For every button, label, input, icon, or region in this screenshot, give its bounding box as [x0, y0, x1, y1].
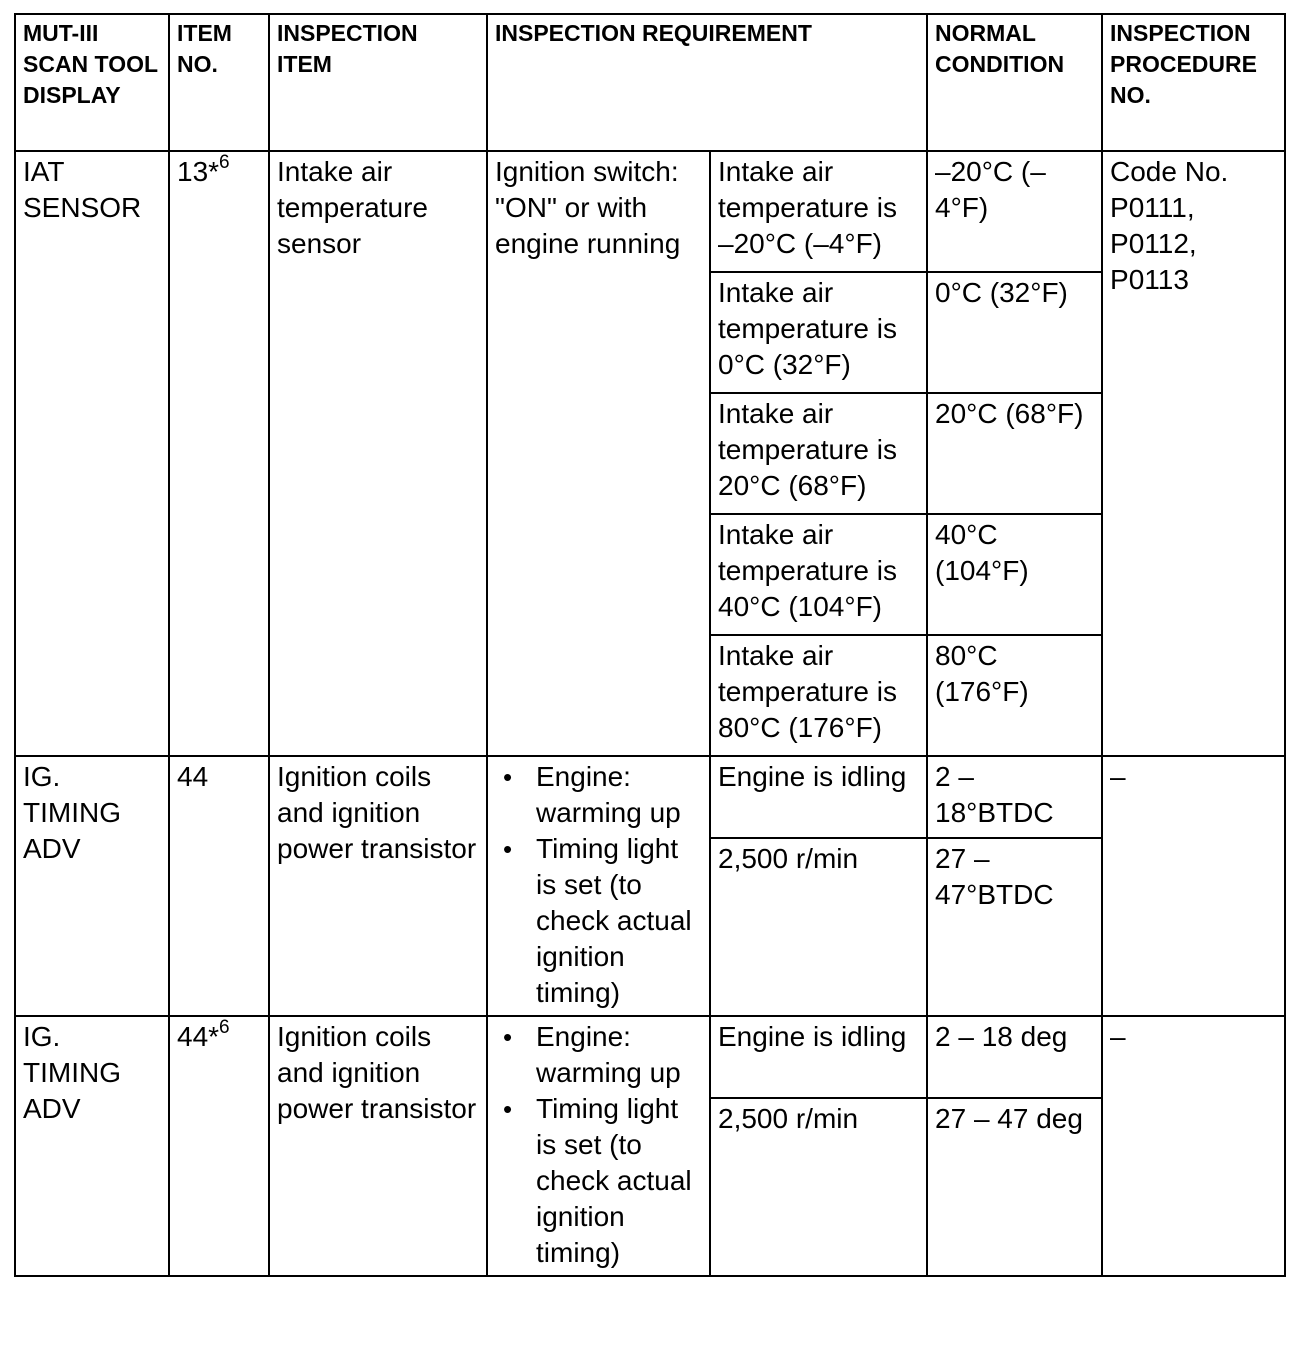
condition-requirement-cell: 2,500 r/min [710, 838, 927, 1016]
condition-requirement-cell: Intake air temperature is 20°C (68°F) [710, 393, 927, 514]
condition-requirement-cell: Intake air temperature is 40°C (104°F) [710, 514, 927, 635]
normal-condition-cell: 27 – 47 deg [927, 1098, 1102, 1276]
header-item-no: ITEM NO. [169, 14, 269, 151]
list-item: • Engine: warming up [495, 1019, 701, 1091]
display-cell: IAT SENSOR [15, 151, 169, 756]
header-inspection-item: INSPECTION ITEM [269, 14, 487, 151]
condition-requirement-cell: Intake air temperature is –20°C (–4°F) [710, 151, 927, 272]
procedure-cell: Code No. P0111, P0112, P0113 [1102, 151, 1285, 756]
condition-requirement-cell: Engine is idling [710, 1016, 927, 1098]
requirement-cell [487, 1016, 710, 1276]
normal-condition-cell: –20°C (–4°F) [927, 151, 1102, 272]
item-no-cell: 13*$^6$ [169, 151, 269, 756]
table-row [15, 1016, 1285, 1098]
normal-condition-cell: 2 – 18 deg [927, 1016, 1102, 1098]
condition-requirement-cell: 2,500 r/min [710, 1098, 927, 1276]
item-no-cell: 44 [169, 756, 269, 1016]
condition-requirement-cell: Intake air temperature is 0°C (32°F) [710, 272, 927, 393]
normal-condition-cell: 2 – 18°BTDC [927, 756, 1102, 838]
normal-condition-cell: 20°C (68°F) [927, 393, 1102, 514]
normal-condition-cell: 27 – 47°BTDC [927, 838, 1102, 1016]
condition-requirement-cell: Intake air temperature is 80°C (176°F) [710, 635, 927, 756]
normal-condition-cell: 40°C (104°F) [927, 514, 1102, 635]
display-cell: IG. TIMING ADV [15, 756, 169, 1016]
header-normal-condition: NORMAL CONDITION [927, 14, 1102, 151]
table-row [15, 756, 1285, 838]
inspection-item-cell: Intake air temperature sensor [269, 151, 487, 756]
procedure-cell: – [1102, 756, 1285, 1016]
requirement-cell [487, 756, 710, 1016]
inspection-table [14, 13, 1286, 1277]
list-item: • Timing light is set (to check actual ignition timing) [495, 831, 701, 1011]
normal-condition-cell: 0°C (32°F) [927, 272, 1102, 393]
requirement-bullets [495, 759, 701, 1011]
header-procedure-no: INSPECTION PROCEDURE NO. [1102, 14, 1285, 151]
requirement-bullets [495, 1019, 701, 1271]
item-no-cell: 44*$^6$ [169, 1016, 269, 1276]
requirement-cell: Ignition switch: "ON" or with engine running [487, 151, 710, 756]
header-display: MUT-III SCAN TOOL DISPLAY [15, 14, 169, 151]
list-item: • Timing light is set (to check actual ignition timing) [495, 1091, 701, 1271]
list-item: • Engine: warming up [495, 759, 701, 831]
display-cell: IG. TIMING ADV [15, 1016, 169, 1276]
inspection-item-cell: Ignition coils and ignition power transistor [269, 1016, 487, 1276]
normal-condition-cell: 80°C (176°F) [927, 635, 1102, 756]
header-inspection-requirement: INSPECTION REQUIREMENT [487, 14, 927, 151]
procedure-cell: – [1102, 1016, 1285, 1276]
condition-requirement-cell: Engine is idling [710, 756, 927, 838]
inspection-item-cell: Ignition coils and ignition power transistor [269, 756, 487, 1016]
header-row [15, 14, 1285, 151]
table-row [15, 151, 1285, 272]
